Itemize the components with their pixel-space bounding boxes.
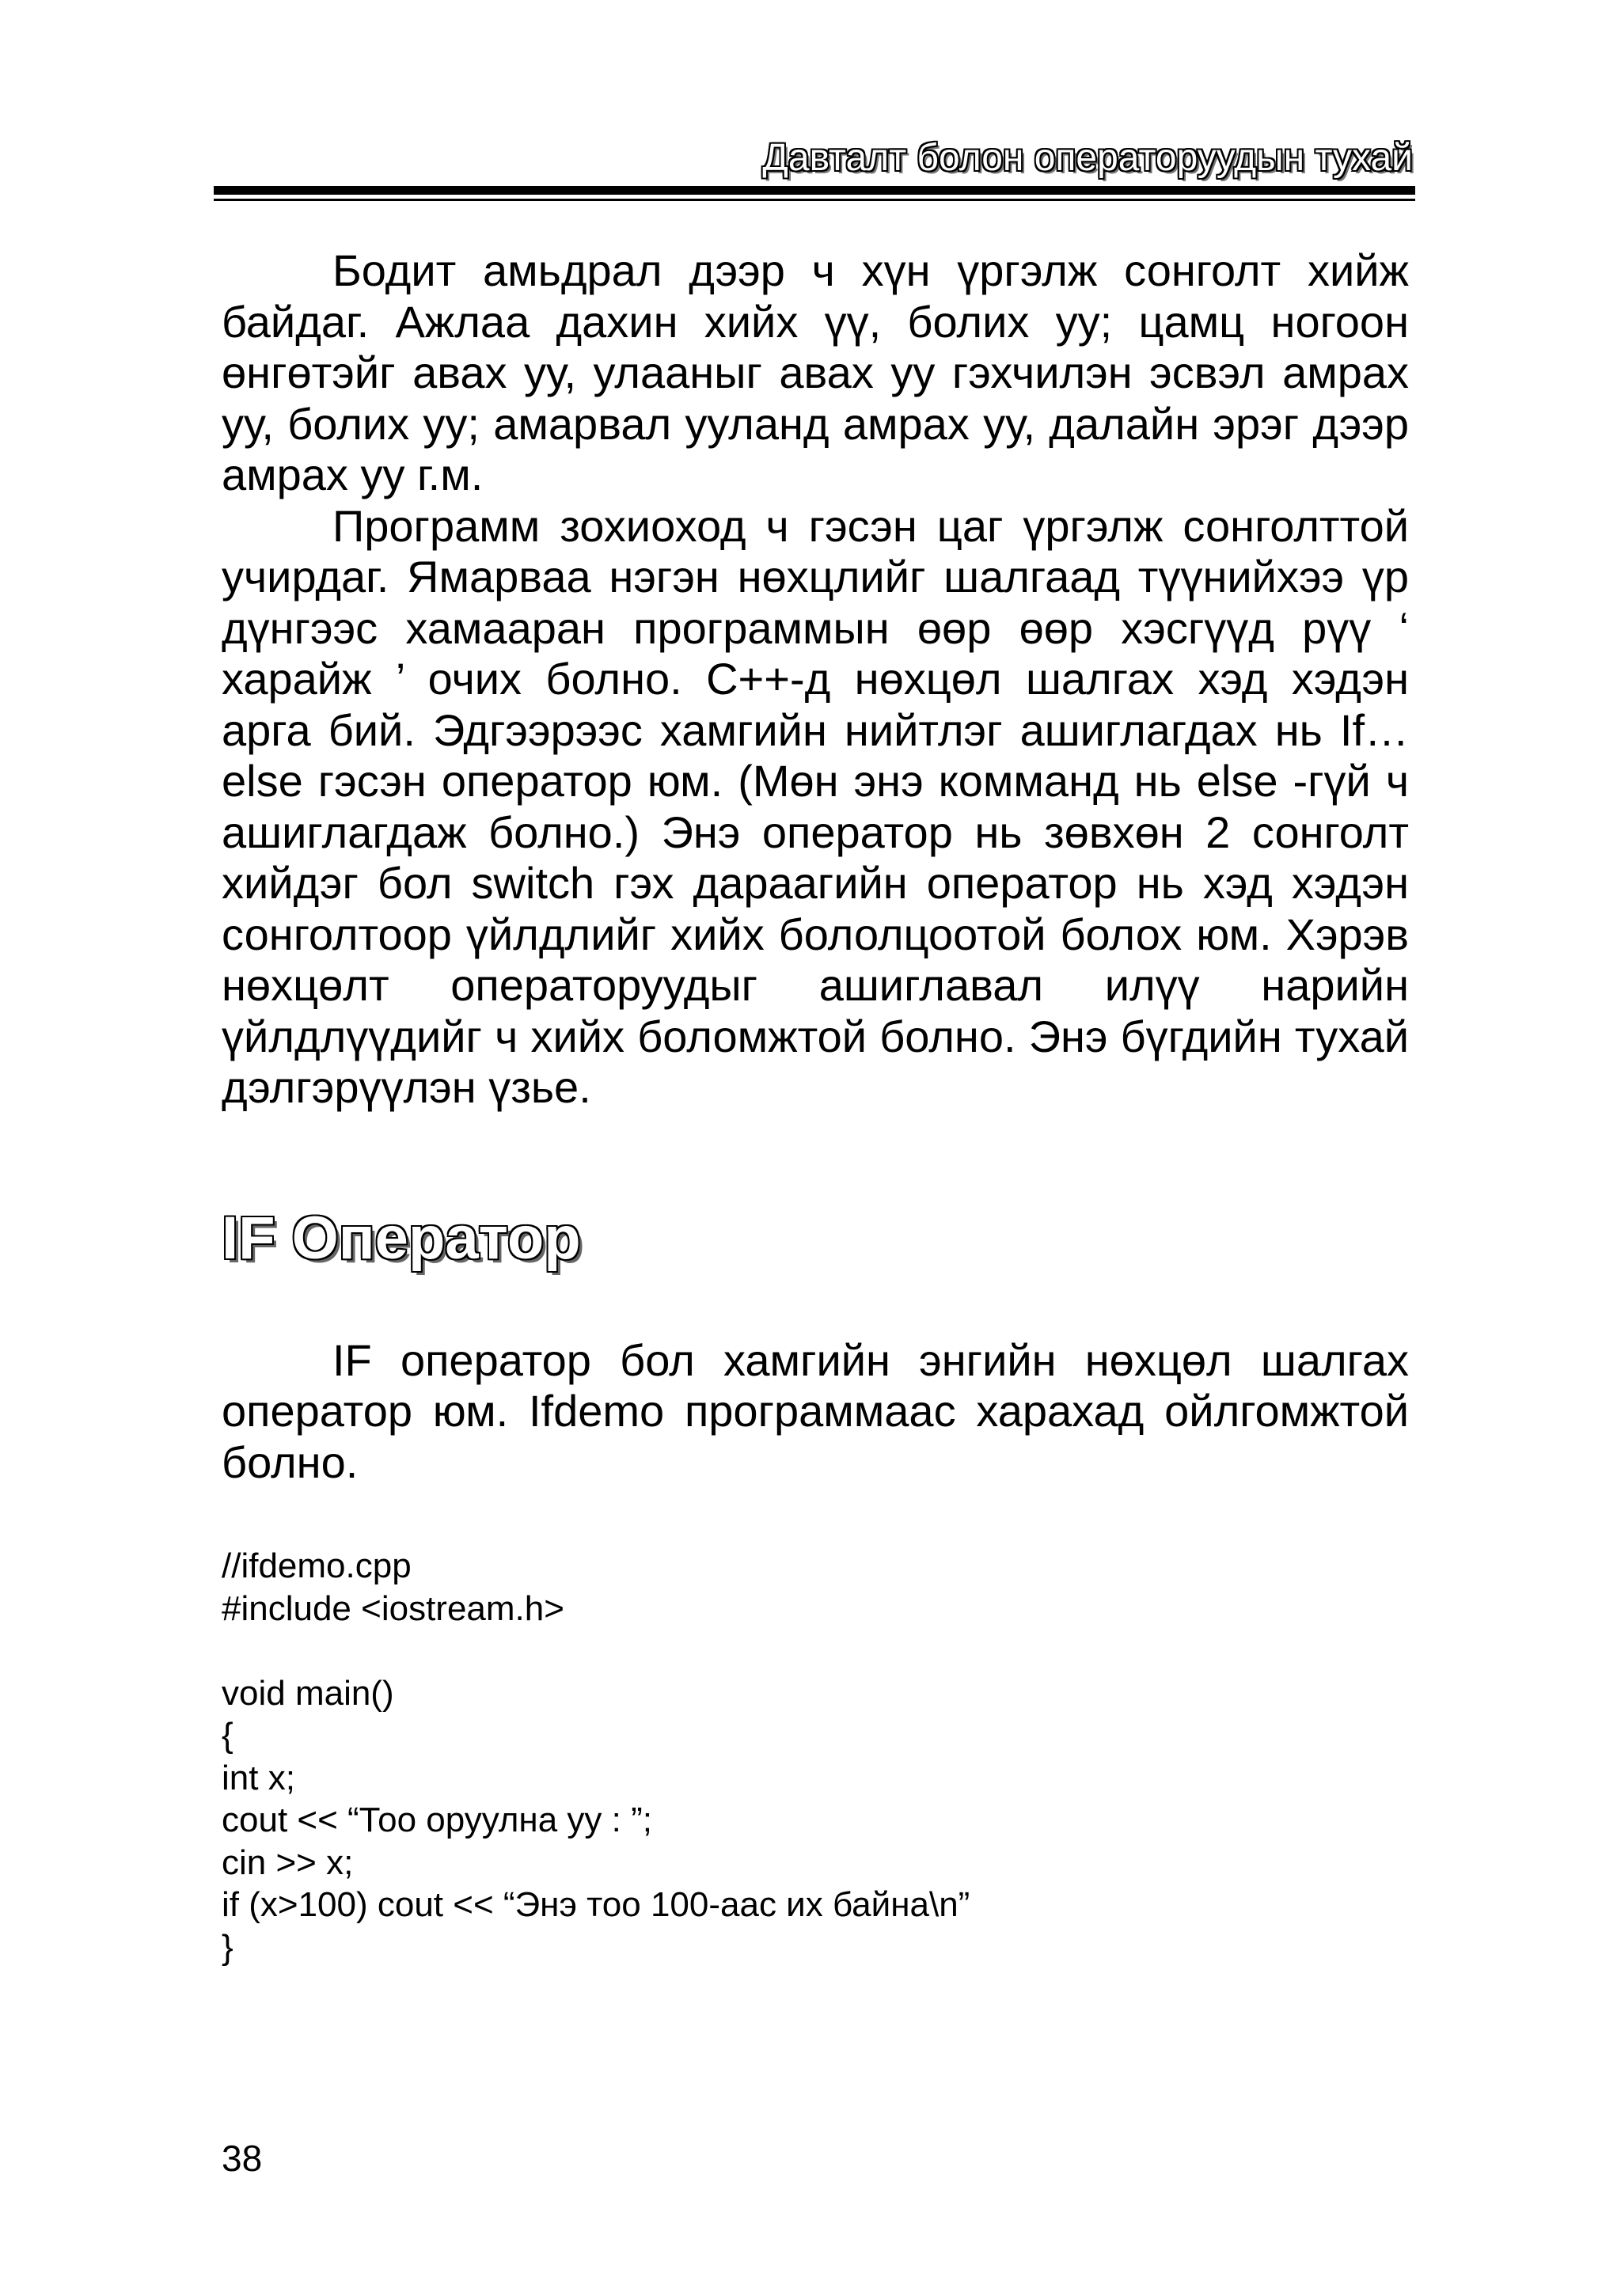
code-line: void main() xyxy=(222,1673,394,1713)
paragraph-1: Бодит амьдрал дээр ч хүн үргэлж сонголт хийж байдаг. Ажлаа дахин хийх үү, болих уу; цамц ногоон өнгөтэйг авах уу, улааныг авах уу гэхчилэн эсвэл амрах уу, болих уу; амарвал ууланд амрах уу, далайн эрэг дээр амрах уу г.м. xyxy=(222,245,1409,499)
code-line: //ifdemo.cpp xyxy=(222,1546,412,1585)
code-line: } xyxy=(222,1927,233,1967)
page-number: 38 xyxy=(222,2138,263,2179)
section-intro-paragraph: IF оператор бол хамгийн энгийн нөхцөл шалгах оператор юм. Ifdemo программаас харахад ойлгомжтой болно. xyxy=(222,1334,1409,1487)
code-line: #include <iostream.h> xyxy=(222,1588,564,1628)
page-body xyxy=(222,245,1409,1968)
running-header-title: Давталт болон операторуудын тухай xyxy=(762,137,1413,179)
paragraph-2: Программ зохиоход ч гэсэн цаг үргэлж сонголттой учирдаг. Ямарваа нэгэн нөхцлийг шалгаад түүнийхээ үр дүнгээс хамааран программын өөр өөр хэсгүүд рүү ‘ харайж ’ очих болно. С++-д нөхцөл шалгах хэд хэдэн арга бий. Эдгээрээс хамгийн нийтлэг ашиглагдах нь If…else гэсэн оператор юм. (Мөн энэ комманд нь else -гүй ч ашиглагдаж болно.) Энэ оператор нь зөвхөн 2 сонголт хийдэг бол switch гэх дараагийн оператор нь хэд хэдэн сонголтоор үйлдлийг хийх бололцоотой болох юм. Хэрэв нөхцөлт операторуудыг ашиглавал илүү нарийн үйлдлүүдийг ч хийх боломжтой болно. Энэ бүгдийн тухай дэлгэрүүлэн үзье. xyxy=(222,500,1409,1112)
section-heading: IF Оператор xyxy=(222,1204,581,1272)
code-line: int x; xyxy=(222,1758,295,1797)
header-rule-thick xyxy=(214,186,1415,195)
code-line xyxy=(222,1630,1409,1672)
code-listing xyxy=(222,1545,1409,1968)
code-line: { xyxy=(222,1716,233,1755)
code-line: cout << “Тоо оруулна уу : ”; xyxy=(222,1801,652,1839)
code-line: cin >> x; xyxy=(222,1842,354,1882)
code-line: if (x>100) cout << “Энэ тоо 100-аас их байна\n” xyxy=(222,1885,970,1924)
header-rule-thin xyxy=(214,199,1415,201)
